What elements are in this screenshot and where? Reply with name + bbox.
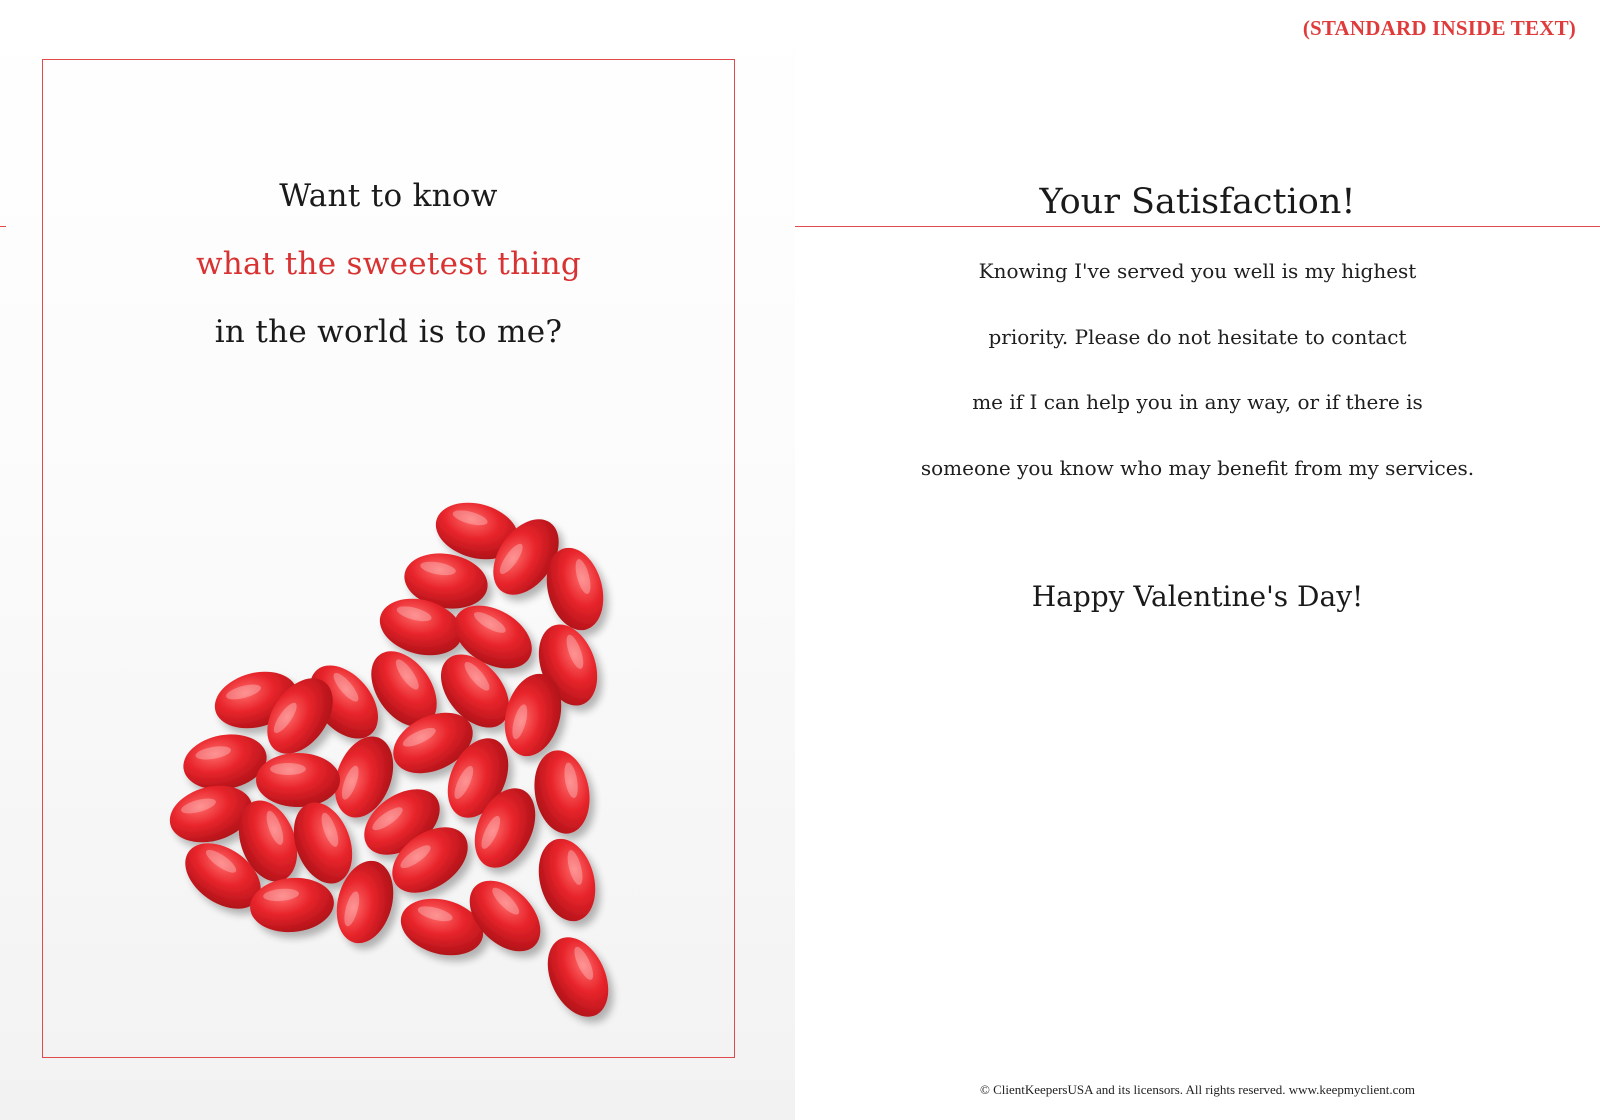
inside-title-rule (795, 226, 1600, 227)
inside-title: Your Satisfaction! (1039, 182, 1356, 222)
copyright-notice: © ClientKeepersUSA and its licensors. All rights reserved. www.keepmyclient.com (979, 1082, 1416, 1097)
front-headline-line-2: what the sweetest thing (195, 246, 582, 282)
inside-label: (STANDARD INSIDE TEXT) (1302, 16, 1576, 40)
inside-body-line: me if I can help you in any way, or if there is (972, 390, 1423, 414)
crop-mark (0, 226, 6, 227)
card-front-panel (0, 0, 795, 1120)
inside-body (795, 256, 1600, 518)
jelly-bean-heart-icon (140, 500, 640, 1040)
inside-body-line: priority. Please do not hesitate to contact (988, 324, 1407, 349)
inside-body-line: Knowing I've served you well is my highest (978, 259, 1417, 283)
inside-body-line: someone you know who may benefit from my services. (920, 455, 1475, 480)
inside-closing: Happy Valentine's Day! (1031, 580, 1364, 613)
front-headline-line-1: Want to know (279, 178, 498, 214)
front-headline-line-3: in the world is to me? (214, 314, 563, 350)
